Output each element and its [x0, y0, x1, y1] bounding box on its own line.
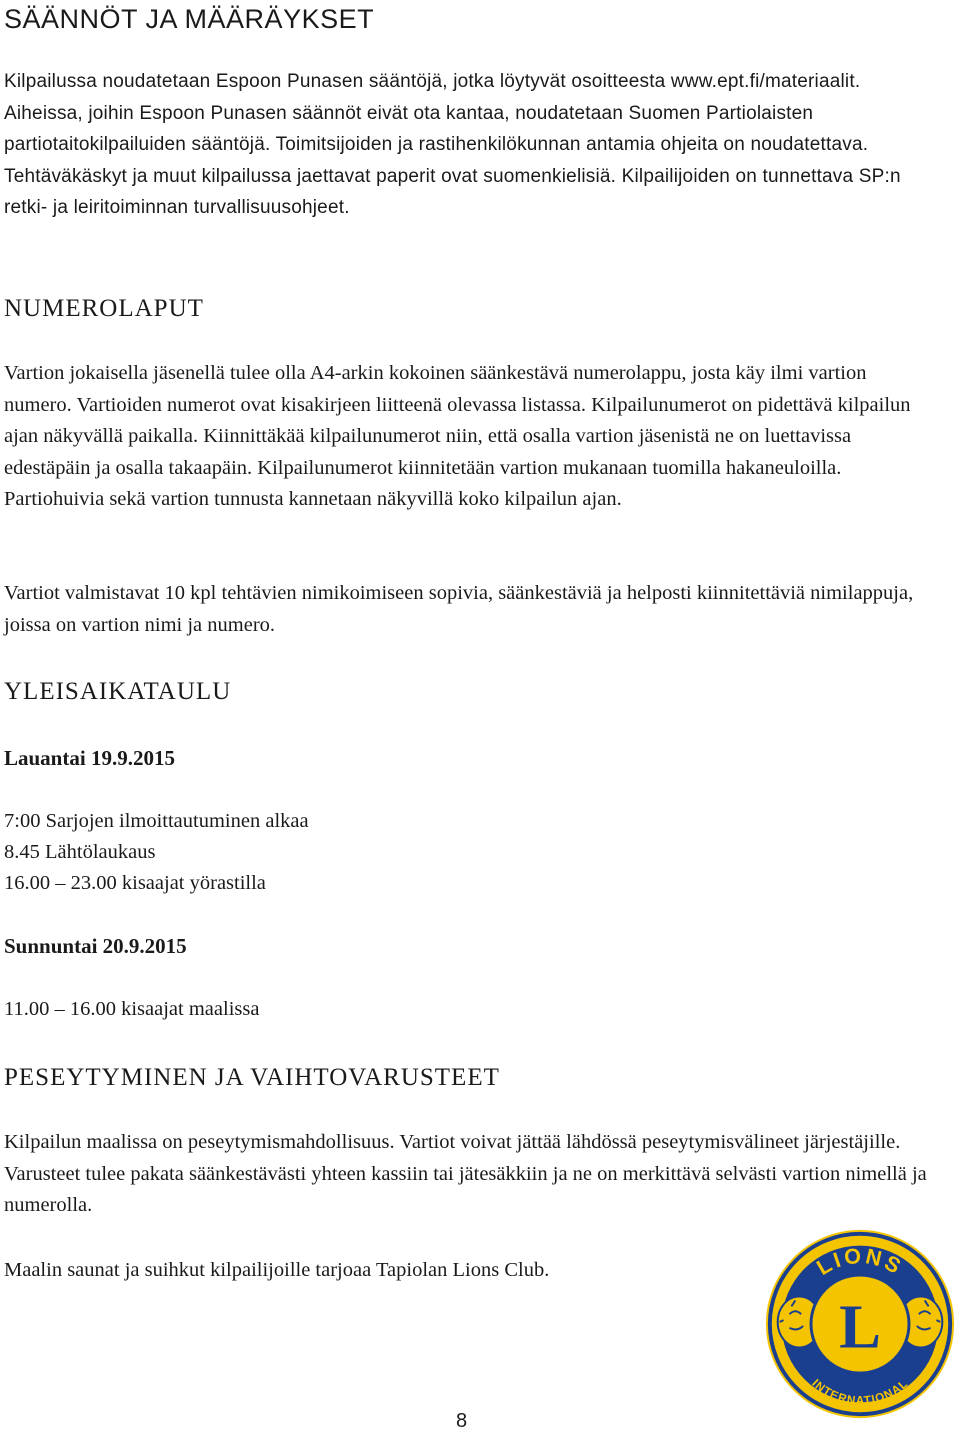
page-number: 8: [456, 1410, 468, 1432]
lions-international-logo: [762, 1226, 958, 1422]
washing-heading: PESEYTYMINEN JA VAIHTOVARUSTEET: [4, 1064, 500, 1091]
schedule-heading: YLEISAIKATAULU: [4, 678, 232, 705]
schedule-item: 16.00 – 23.00 kisaajat yörastilla: [4, 872, 266, 894]
washing-paragraph-1: Kilpailun maalissa on peseytymismahdollisuus. Vartiot voivat jättää lähdössä peseytymisvälineet järjestäjille. Varusteet tulee pakata säänkestävästi yhteen kassiin tai jätesäkkiin ja ne on merkittävä selvästi vartion nimellä ja numerolla.: [4, 1131, 927, 1216]
numerolaput-heading: NUMEROLAPUT: [4, 295, 204, 322]
numerolaput-paragraph-2: Vartiot valmistavat 10 kpl tehtävien nimikoimiseen sopivia, säänkestäviä ja helposti kiinnitettäviä nimilappuja, joissa on vartion nimi ja numero.: [4, 582, 914, 636]
sunday-schedule-list: [4, 994, 259, 1025]
page-title: SÄÄNNÖT JA MÄÄRÄYKSET: [4, 4, 375, 34]
schedule-item: 11.00 – 16.00 kisaajat maalissa: [4, 998, 260, 1020]
schedule-item: 8.45 Lähtölaukaus: [4, 841, 156, 863]
logo-center-letter: L: [839, 1291, 881, 1362]
logo-top-text: LIONS: [812, 1242, 908, 1281]
saturday-schedule-list: [4, 806, 309, 899]
washing-paragraph-2: Maalin saunat ja suihkut kilpailijoille tarjoaa Tapiolan Lions Club.: [4, 1259, 550, 1281]
sunday-label: Sunnuntai 20.9.2015: [4, 934, 187, 958]
schedule-item: 7:00 Sarjojen ilmoittautuminen alkaa: [4, 810, 309, 832]
numerolaput-paragraph-1: Vartion jokaisella jäsenellä tulee olla A4-arkin kokoinen säänkestävä numerolappu, josta käy ilmi vartion numero. Vartioiden numerot ovat kisakirjeen liitteenä olevassa listassa. Kilpailunumerot on pidettävä kilpailun ajan näkyvällä paikalla. Kiinnittäkää kilpailunumerot niin, että osalla vartion jäsenistä ne on luettavissa edestäpäin ja osalla takaapäin. Kilpailunumerot kiinnitetään vartion mukanaan tuomilla hakaneuloilla. Partiohuivia sekä vartion tunnusta kannetaan näkyvillä koko kilpailun ajan.: [4, 362, 911, 510]
rules-paragraph: Kilpailussa noudatetaan Espoon Punasen sääntöjä, jotka löytyvät osoitteesta www.ept.fi/materiaalit. Aiheissa, joihin Espoon Punasen säännöt eivät ota kantaa, noudatetaan Suomen Partiolaisten partiotaitokilpailuiden sääntöjä. Toimitsijoiden ja rastihenkilökunnan antamia ohjeita on noudatettava. Tehtäväkäskyt ja muut kilpailussa jaettavat paperit ovat suomenkielisiä. Kilpailijoiden on tunnettava SP:n retki- ja leiritoiminnan turvallisuusohjeet.: [4, 71, 901, 218]
saturday-label: Lauantai 19.9.2015: [4, 746, 175, 770]
logo-bottom-text: INTERNATIONAL: [809, 1376, 911, 1408]
